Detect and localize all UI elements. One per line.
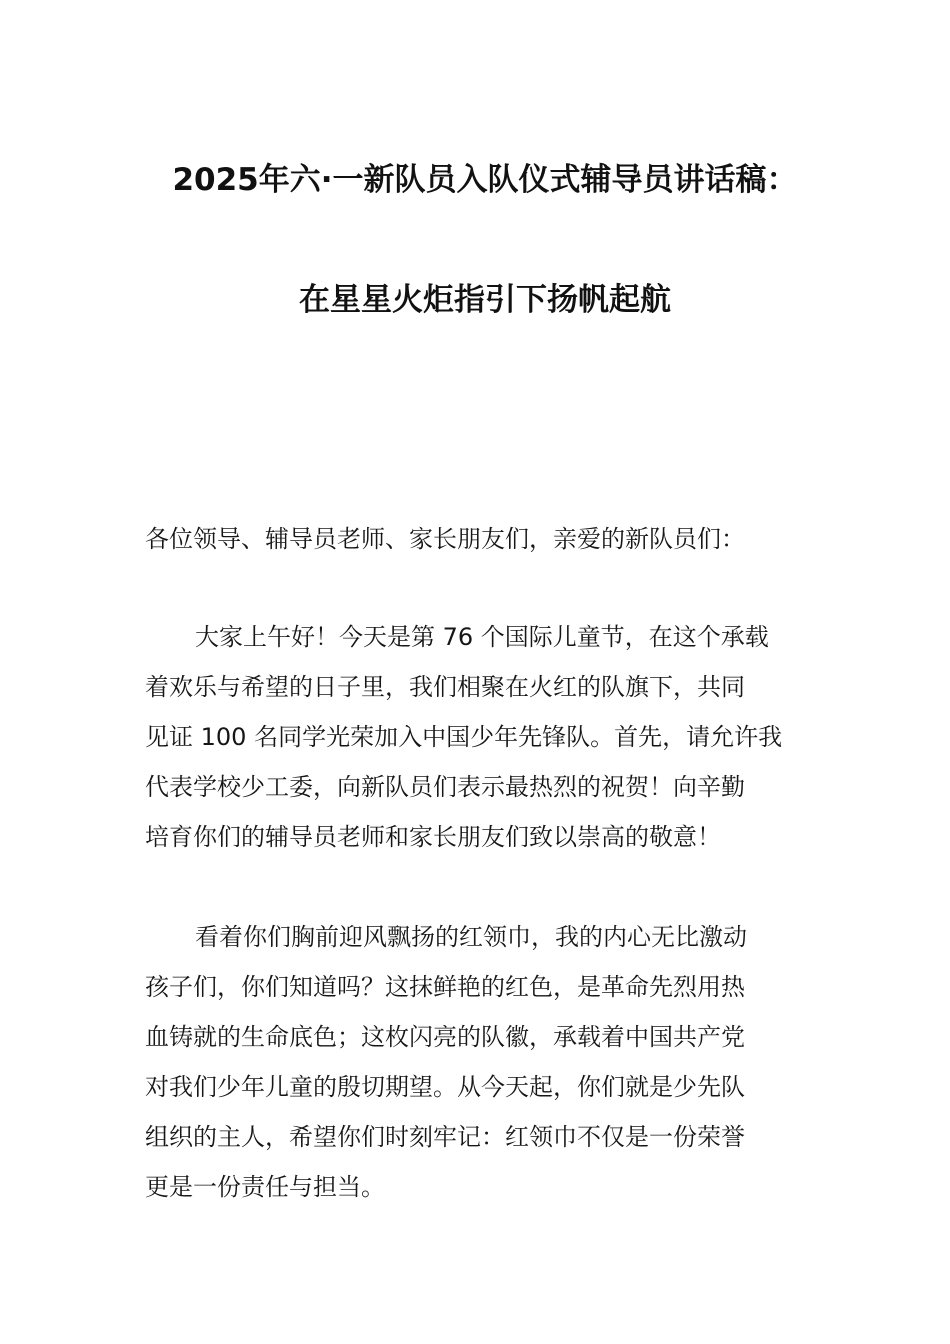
- document-title-line-2: 在星星火炬指引下扬帆起航: [299, 282, 671, 318]
- paragraph-2-line-3: 血铸就的生命底色；这枚闪亮的队徽，承载着中国共产党: [145, 1023, 745, 1051]
- paragraph-1-line-2: 着欢乐与希望的日子里，我们相聚在火红的队旗下，共同: [145, 673, 745, 701]
- paragraph-1-line-4: 代表学校少工委，向新队员们表示最热烈的祝贺！向辛勤: [145, 773, 745, 801]
- greeting-line: 各位领导、辅导员老师、家长朋友们，亲爱的新队员们：: [145, 525, 745, 553]
- document-title-line-1: 2025年六·一新队员入队仪式辅导员讲话稿：: [172, 162, 798, 198]
- paragraph-1-line-1: 大家上午好！今天是第 76 个国际儿童节，在这个承载: [195, 623, 769, 651]
- paragraph-2-line-4: 对我们少年儿童的殷切期望。从今天起，你们就是少先队: [145, 1073, 745, 1101]
- paragraph-2-line-2: 孩子们，你们知道吗？这抹鲜艳的红色，是革命先烈用热: [145, 973, 745, 1001]
- paragraph-1-line-5: 培育你们的辅导员老师和家长朋友们致以崇高的敬意！: [145, 823, 721, 851]
- paragraph-1-line-3: 见证 100 名同学光荣加入中国少年先锋队。首先，请允许我: [145, 723, 783, 751]
- paragraph-2-line-5: 组织的主人，希望你们时刻牢记：红领巾不仅是一份荣誉: [145, 1123, 745, 1151]
- paragraph-2-line-1: 看着你们胸前迎风飘扬的红领巾，我的内心无比激动: [195, 923, 747, 951]
- paragraph-2-line-6: 更是一份责任与担当。: [145, 1173, 385, 1201]
